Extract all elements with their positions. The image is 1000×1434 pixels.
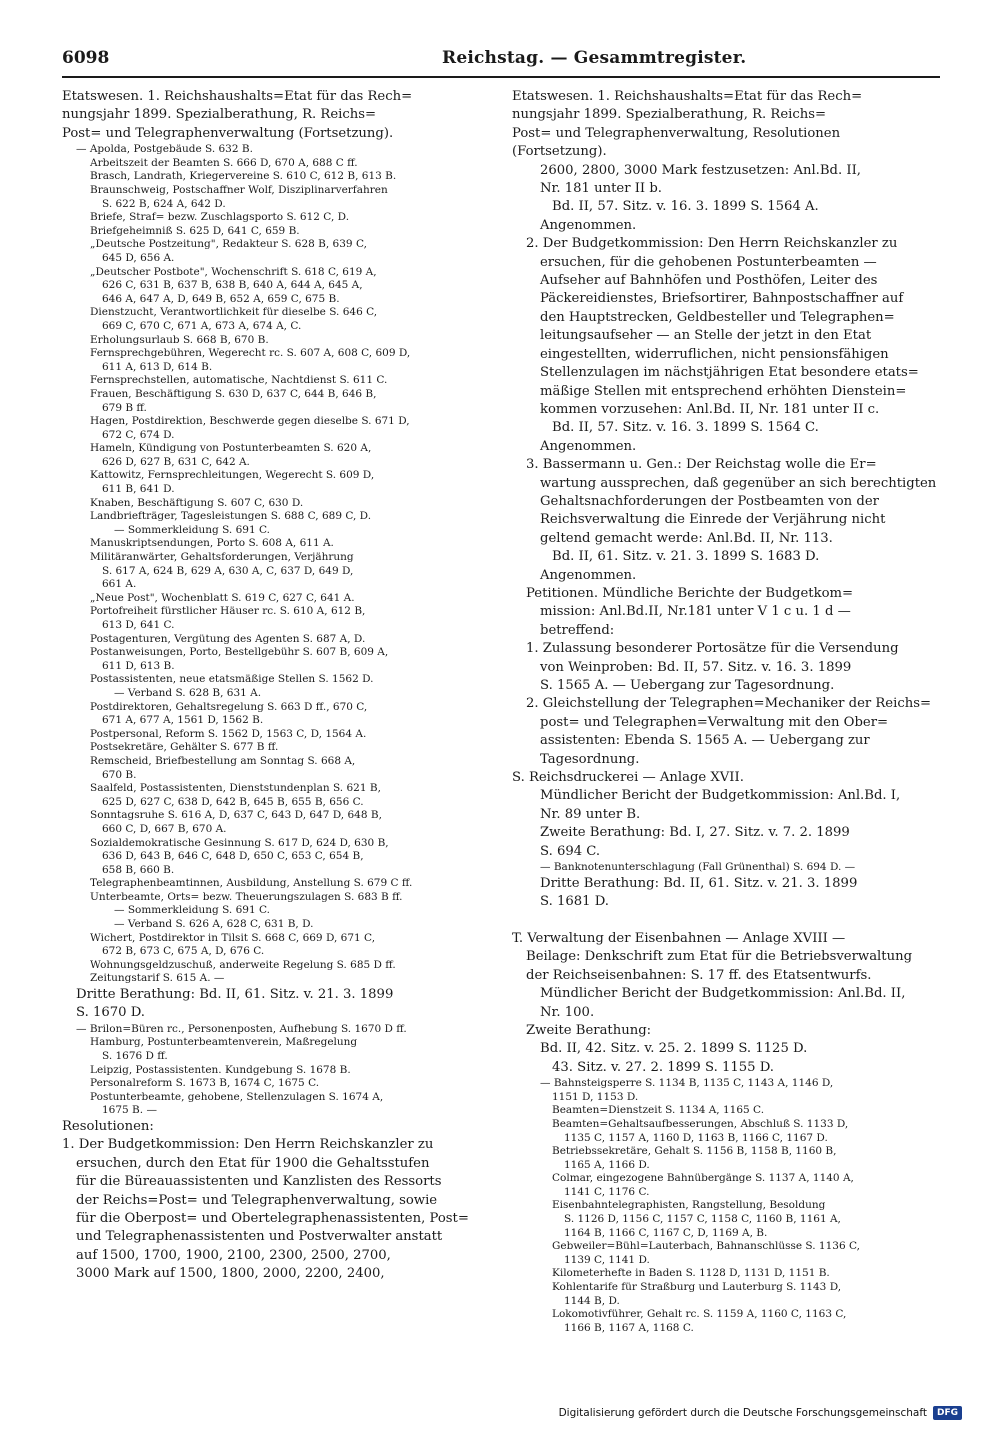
index-line: Postanweisungen, Porto, Bestellgebühr S. 607 B, 609 A, bbox=[90, 646, 389, 659]
index-line: Leipzig, Postassistenten. Kundgebung S. 1678 B. bbox=[90, 1063, 351, 1076]
index-line: Päckereidienstes, Briefsortirer, Bahnpostschaffner auf bbox=[540, 291, 904, 307]
index-line: geltend gemacht werde: Anl.Bd. II, Nr. 113. bbox=[540, 530, 833, 546]
index-line: S. 1565 A. — Uebergang zur Tagesordnung. bbox=[540, 678, 835, 693]
index-line: 646 A, 647 A, D, 649 B, 652 A, 659 C, 675 B. bbox=[102, 292, 340, 305]
index-line: Fernsprechstellen, automatische, Nachtdienst S. 611 C. bbox=[90, 374, 388, 387]
index-line: Reichsverwaltung die Einrede der Verjährung nicht bbox=[540, 512, 886, 528]
index-line: 626 D, 627 B, 631 C, 642 A. bbox=[102, 455, 250, 468]
index-line: Beamten=Dienstzeit S. 1134 A, 1165 C. bbox=[552, 1104, 765, 1117]
index-line: Gehaltsnachforderungen der Postbeamten von der bbox=[540, 493, 879, 509]
index-line: Telegraphenbeamtinnen, Ausbildung, Anstellung S. 679 C ff. bbox=[90, 877, 413, 890]
index-line: (Fortsetzung). bbox=[512, 144, 607, 160]
index-line: 626 C, 631 B, 637 B, 638 B, 640 A, 644 A, 645 A, bbox=[102, 279, 363, 292]
index-line: Angenommen. bbox=[540, 438, 637, 454]
index-line: S. 694 C. bbox=[540, 843, 601, 859]
index-line: Mündlicher Bericht der Budgetkommission: Anl.Bd. II, bbox=[540, 986, 906, 1002]
index-line: Post= und Telegraphenverwaltung (Fortsetzung). bbox=[62, 125, 394, 141]
index-line: der Reichseisenbahnen: S. 17 ff. des Etatsentwurfs. bbox=[526, 967, 872, 983]
index-line: 1151 D, 1153 D. bbox=[552, 1090, 639, 1103]
index-line: 645 D, 656 A. bbox=[102, 251, 175, 264]
index-line: Manuskriptsendungen, Porto S. 608 A, 611 A. bbox=[90, 537, 334, 550]
index-line: Colmar, eingezogene Bahnübergänge S. 1137 A, 1140 A, bbox=[552, 1172, 854, 1185]
index-line: „Deutsche Postzeitung", Redakteur S. 628 B, 639 C, bbox=[90, 238, 367, 251]
page-number: 6098 bbox=[62, 48, 110, 68]
right-column bbox=[512, 88, 944, 1335]
index-line: 1141 C, 1176 C. bbox=[564, 1185, 650, 1198]
index-line: Saalfeld, Postassistenten, Dienststundenplan S. 621 B, bbox=[90, 782, 381, 795]
index-line: T. Verwaltung der Eisenbahnen — Anlage XVIII — bbox=[512, 930, 846, 946]
index-line: 1135 C, 1157 A, 1160 D, 1163 B, 1166 C, 1167 D. bbox=[564, 1131, 828, 1144]
index-line: 1144 B, D. bbox=[564, 1294, 620, 1307]
index-line: ersuchen, durch den Etat für 1900 die Gehaltsstufen bbox=[76, 1155, 430, 1171]
index-line: Zweite Berathung: bbox=[526, 1022, 652, 1038]
index-line: Nr. 100. bbox=[540, 1004, 595, 1020]
index-line: — Verband S. 626 A, 628 C, 631 B, D. bbox=[114, 918, 314, 931]
index-line: 3. Bassermann u. Gen.: Der Reichstag wolle die Er= bbox=[526, 457, 877, 473]
index-line: Landbriefträger, Tagesleistungen S. 688 C, 689 C, D. bbox=[90, 510, 372, 523]
index-line: 3000 Mark auf 1500, 1800, 2000, 2200, 2400, bbox=[76, 1266, 385, 1282]
index-line: — Apolda, Postgebäude S. 632 B. bbox=[76, 143, 253, 156]
index-line: 625 D, 627 C, 638 D, 642 B, 645 B, 655 B, 656 C. bbox=[102, 795, 364, 808]
index-line: 636 D, 643 B, 646 C, 648 D, 650 C, 653 C, 654 B, bbox=[102, 850, 364, 863]
index-line: Lokomotivführer, Gehalt rc. S. 1159 A, 1160 C, 1163 C, bbox=[552, 1308, 847, 1321]
index-line: S. 1126 D, 1156 C, 1157 C, 1158 C, 1160 B, 1161 A, bbox=[564, 1213, 841, 1226]
index-line: Knaben, Beschäftigung S. 607 C, 630 D. bbox=[90, 496, 304, 509]
index-line: S. Reichsdruckerei — Anlage XVII. bbox=[512, 770, 744, 786]
index-line: — Sommerkleidung S. 691 C. bbox=[114, 904, 270, 917]
index-line: S. 622 B, 624 A, 642 D. bbox=[102, 197, 226, 210]
index-line: Nr. 89 unter B. bbox=[540, 806, 641, 822]
index-line: S. 1681 D. bbox=[540, 894, 609, 910]
index-line: Bd. II, 42. Sitz. v. 25. 2. 1899 S. 1125 D. bbox=[540, 1041, 808, 1057]
index-line: Etatswesen. 1. Reichshaushalts=Etat für das Rech= bbox=[512, 89, 863, 104]
index-line: 1166 B, 1167 A, 1168 C. bbox=[564, 1321, 694, 1334]
footer-credit: Digitalisierung gefördert durch die Deutsche Forschungsgemeinschaft bbox=[558, 1407, 927, 1419]
index-line: auf 1500, 1700, 1900, 2100, 2300, 2500, 2700, bbox=[76, 1247, 391, 1263]
index-line: Kohlentarife für Straßburg und Lauterburg S. 1143 D, bbox=[552, 1281, 842, 1294]
index-line: für die Oberpost= und Obertelegraphenassistenten, Post= bbox=[76, 1211, 469, 1227]
index-line: 671 A, 677 A, 1561 D, 1562 B. bbox=[102, 714, 264, 727]
index-line: 679 B ff. bbox=[102, 401, 147, 414]
index-line: Briefe, Straf= bezw. Zuschlagsporto S. 612 C, D. bbox=[90, 211, 350, 224]
index-line: Gebweiler=Bühl=Lauterbach, Bahnanschlüsse S. 1136 C, bbox=[552, 1240, 860, 1253]
index-line: Stellenzulagen im nächstjährigen Etat besondere etats= bbox=[540, 365, 919, 381]
index-line: Eisenbahntelegraphisten, Rangstellung, Besoldung bbox=[552, 1199, 826, 1212]
index-line: Dritte Berathung: Bd. II, 61. Sitz. v. 21. 3. 1899 bbox=[540, 875, 858, 891]
index-line: Fernsprechgebühren, Wegerecht rc. S. 607 A, 608 C, 609 D, bbox=[90, 347, 411, 360]
index-line: kommen vorzusehen: Anl.Bd. II, Nr. 181 unter II c. bbox=[540, 401, 880, 417]
index-line: 661 A. bbox=[102, 578, 137, 591]
index-line: Braunschweig, Postschaffner Wolf, Disziplinarverfahren bbox=[90, 184, 388, 196]
index-line: Bd. II, 57. Sitz. v. 16. 3. 1899 S. 1564 A. bbox=[552, 199, 819, 215]
index-line: 613 D, 641 C. bbox=[102, 619, 175, 631]
index-line: 658 B, 660 B. bbox=[102, 863, 175, 876]
index-line: 2. Gleichstellung der Telegraphen=Mechaniker der Reichs= bbox=[526, 696, 932, 712]
index-line: Dritte Berathung: Bd. II, 61. Sitz. v. 21. 3. 1899 bbox=[76, 987, 394, 1003]
index-line: 1. Zulassung besonderer Portosätze für die Versendung bbox=[526, 641, 899, 657]
index-line: nungsjahr 1899. Spezialberathung, R. Reichs= bbox=[62, 107, 377, 123]
index-line: S. 617 A, 624 B, 629 A, 630 A, C, 637 D, 649 D, bbox=[102, 564, 354, 577]
index-line bbox=[512, 911, 944, 929]
index-line: „Neue Post", Wochenblatt S. 619 C, 627 C, 641 A. bbox=[90, 591, 355, 604]
index-line: „Deutscher Postbote", Wochenschrift S. 618 C, 619 A, bbox=[90, 265, 377, 278]
page-header bbox=[62, 48, 942, 76]
index-line: Portofreiheit fürstlicher Häuser rc. S. 610 A, 612 B, bbox=[90, 605, 366, 618]
footer bbox=[559, 1406, 962, 1420]
index-line: Hameln, Kündigung von Postunterbeamten S. 620 A, bbox=[90, 442, 372, 455]
index-line: und Telegraphenassistenten und Postverwalter anstatt bbox=[76, 1229, 443, 1245]
index-line: 1139 C, 1141 D. bbox=[564, 1253, 650, 1266]
index-line: Bd. II, 57. Sitz. v. 16. 3. 1899 S. 1564 C. bbox=[552, 420, 819, 436]
index-line: Brasch, Landrath, Kriegervereine S. 610 C, 612 B, 613 B. bbox=[90, 170, 397, 183]
index-line: 611 D, 613 B. bbox=[102, 659, 175, 672]
index-line: mäßige Stellen mit entsprechend erhöhten Dienstein= bbox=[540, 383, 907, 399]
index-line: — Brilon=Büren rc., Personenposten, Aufhebung S. 1670 D ff. bbox=[76, 1022, 407, 1035]
index-line: der Reichs=Post= und Telegraphenverwaltung, sowie bbox=[76, 1192, 438, 1208]
index-line: Arbeitszeit der Beamten S. 666 D, 670 A, 688 C ff. bbox=[90, 156, 358, 169]
index-line: Etatswesen. 1. Reichshaushalts=Etat für das Rech= bbox=[62, 89, 413, 104]
index-line: Postsekretäre, Gehälter S. 677 B ff. bbox=[90, 741, 279, 754]
index-line: Postunterbeamte, gehobene, Stellenzulagen S. 1674 A, bbox=[90, 1090, 384, 1103]
index-line: 670 B. bbox=[102, 768, 137, 781]
index-line: Briefgeheimniß S. 625 D, 641 C, 659 B. bbox=[90, 224, 300, 237]
index-line: Postdirektoren, Gehaltsregelung S. 663 D ff., 670 C, bbox=[90, 700, 368, 713]
index-line: 669 C, 670 C, 671 A, 673 A, 674 A, C. bbox=[102, 319, 302, 332]
index-line: mission: Anl.Bd.II, Nr.181 unter V 1 c u. 1 d — bbox=[540, 604, 851, 620]
index-line: betreffend: bbox=[540, 622, 615, 638]
index-line: Personalreform S. 1673 B, 1674 C, 1675 C. bbox=[90, 1077, 320, 1090]
index-line: leitungsaufseher — an Stelle der jetzt in den Etat bbox=[540, 328, 872, 344]
index-line: wartung aussprechen, daß gegenüber an sich berechtigten bbox=[540, 475, 937, 491]
index-line: Petitionen. Mündliche Berichte der Budgetkom= bbox=[526, 585, 854, 601]
index-line: Sozialdemokratische Gesinnung S. 617 D, 624 D, 630 B, bbox=[90, 836, 389, 849]
header-rule bbox=[62, 76, 940, 78]
index-line: 660 C, D, 667 B, 670 A. bbox=[102, 822, 227, 835]
index-line: — Verband S. 628 B, 631 A. bbox=[114, 686, 262, 699]
index-line: — Bahnsteigsperre S. 1134 B, 1135 C, 1143 A, 1146 D, bbox=[540, 1077, 834, 1090]
index-line: Dienstzucht, Verantwortlichkeit für dieselbe S. 646 C, bbox=[90, 306, 378, 319]
index-line: Angenommen. bbox=[540, 567, 637, 583]
index-line: Nr. 181 unter II b. bbox=[540, 181, 662, 197]
index-line: S. 1670 D. bbox=[76, 1005, 145, 1021]
index-line: 43. Sitz. v. 27. 2. 1899 S. 1155 D. bbox=[552, 1059, 775, 1075]
index-line: Sonntagsruhe S. 616 A, D, 637 C, 643 D, 647 D, 648 B, bbox=[90, 809, 382, 822]
index-line: Tagesordnung. bbox=[540, 751, 640, 767]
index-line: Postagenturen, Vergütung des Agenten S. 687 A, D. bbox=[90, 632, 366, 645]
index-line: Postassistenten, neue etatsmäßige Stellen S. 1562 D. bbox=[90, 673, 374, 686]
index-line: Beilage: Denkschrift zum Etat für die Betriebsverwaltung bbox=[526, 949, 913, 965]
index-line: Wohnungsgeldzuschuß, anderweite Regelung S. 685 D ff. bbox=[90, 958, 396, 971]
index-line: 672 B, 673 C, 675 A, D, 676 C. bbox=[102, 945, 265, 958]
index-line: — Banknotenunterschlagung (Fall Grünenthal) S. 694 D. — bbox=[540, 861, 856, 874]
index-line: Hamburg, Postunterbeamtenverein, Maßregelung bbox=[90, 1036, 358, 1049]
index-line: ersuchen, für die gehobenen Postunterbeamten — bbox=[540, 254, 877, 270]
index-line: eingestellten, widerruflichen, nicht pensionsfähigen bbox=[540, 346, 889, 362]
index-line: 1. Der Budgetkommission: Den Herrn Reichskanzler zu bbox=[62, 1137, 434, 1153]
index-line: den Hauptstrecken, Geldbesteller und Telegraphen= bbox=[540, 309, 895, 325]
index-line: Militäranwärter, Gehaltsforderungen, Verjährung bbox=[90, 551, 354, 564]
index-line: Beamten=Gehaltsaufbesserungen, Abschluß S. 1133 D, bbox=[552, 1117, 849, 1130]
index-line: 611 B, 641 D. bbox=[102, 483, 175, 496]
index-line: nungsjahr 1899. Spezialberathung, R. Reichs= bbox=[512, 107, 827, 123]
index-line: Wichert, Postdirektor in Tilsit S. 668 C, 669 D, 671 C, bbox=[90, 931, 376, 944]
index-line: 1164 B, 1166 C, 1167 C, D, 1169 A, B. bbox=[564, 1226, 768, 1239]
index-line: 1675 B. — bbox=[102, 1104, 157, 1117]
index-line: Remscheid, Briefbestellung am Sonntag S. 668 A, bbox=[90, 754, 356, 767]
index-line: S. 1676 D ff. bbox=[102, 1050, 168, 1063]
index-line: Mündlicher Bericht der Budgetkommission: Anl.Bd. I, bbox=[540, 788, 901, 804]
index-line: 611 A, 613 D, 614 B. bbox=[102, 360, 213, 373]
index-line: Frauen, Beschäftigung S. 630 D, 637 C, 644 B, 646 B, bbox=[90, 387, 377, 400]
index-line: Postpersonal, Reform S. 1562 D, 1563 C, D, 1564 A. bbox=[90, 727, 367, 740]
index-line: für die Büreauassistenten und Kanzlisten des Ressorts bbox=[76, 1174, 442, 1190]
index-line: 672 C, 674 D. bbox=[102, 428, 175, 441]
index-line: Zweite Berathung: Bd. I, 27. Sitz. v. 7. 2. 1899 bbox=[540, 825, 850, 841]
index-line: Kilometerhefte in Baden S. 1128 D, 1131 D, 1151 B. bbox=[552, 1267, 830, 1280]
dfg-logo: DFG bbox=[933, 1406, 962, 1420]
index-line: Resolutionen: bbox=[62, 1119, 154, 1134]
index-line: 2. Der Budgetkommission: Den Herrn Reichskanzler zu bbox=[526, 236, 898, 252]
index-line: von Weinproben: Bd. II, 57. Sitz. v. 16. 3. 1899 bbox=[540, 659, 852, 675]
index-line: Angenommen. bbox=[540, 217, 637, 233]
index-line: Bd. II, 61. Sitz. v. 21. 3. 1899 S. 1683 D. bbox=[552, 549, 820, 565]
index-line: 2600, 2800, 3000 Mark festzusetzen: Anl.Bd. II, bbox=[540, 162, 861, 178]
running-title: Reichstag. — Gesammtregister. bbox=[442, 48, 747, 68]
index-line: — Sommerkleidung S. 691 C. bbox=[114, 523, 270, 536]
index-line: Erholungsurlaub S. 668 B, 670 B. bbox=[90, 333, 269, 346]
index-line: Aufseher auf Bahnhöfen und Posthöfen, Leiter des bbox=[540, 273, 878, 289]
index-line: Betriebssekretäre, Gehalt S. 1156 B, 1158 B, 1160 B, bbox=[552, 1145, 837, 1158]
index-line: Unterbeamte, Orts= bezw. Theuerungszulagen S. 683 B ff. bbox=[90, 890, 403, 903]
index-line: post= und Telegraphen=Verwaltung mit den Ober= bbox=[540, 714, 889, 730]
index-line: Kattowitz, Fernsprechleitungen, Wegerecht S. 609 D, bbox=[90, 469, 375, 482]
left-column bbox=[62, 88, 502, 1284]
index-line: Post= und Telegraphenverwaltung, Resolutionen bbox=[512, 125, 841, 141]
index-line: assistenten: Ebenda S. 1565 A. — Uebergang zur bbox=[540, 733, 870, 749]
index-line: Zeitungstarif S. 615 A. — bbox=[90, 972, 225, 985]
index-line: 1165 A, 1166 D. bbox=[564, 1158, 650, 1171]
index-line: Hagen, Postdirektion, Beschwerde gegen dieselbe S. 671 D, bbox=[90, 415, 410, 428]
